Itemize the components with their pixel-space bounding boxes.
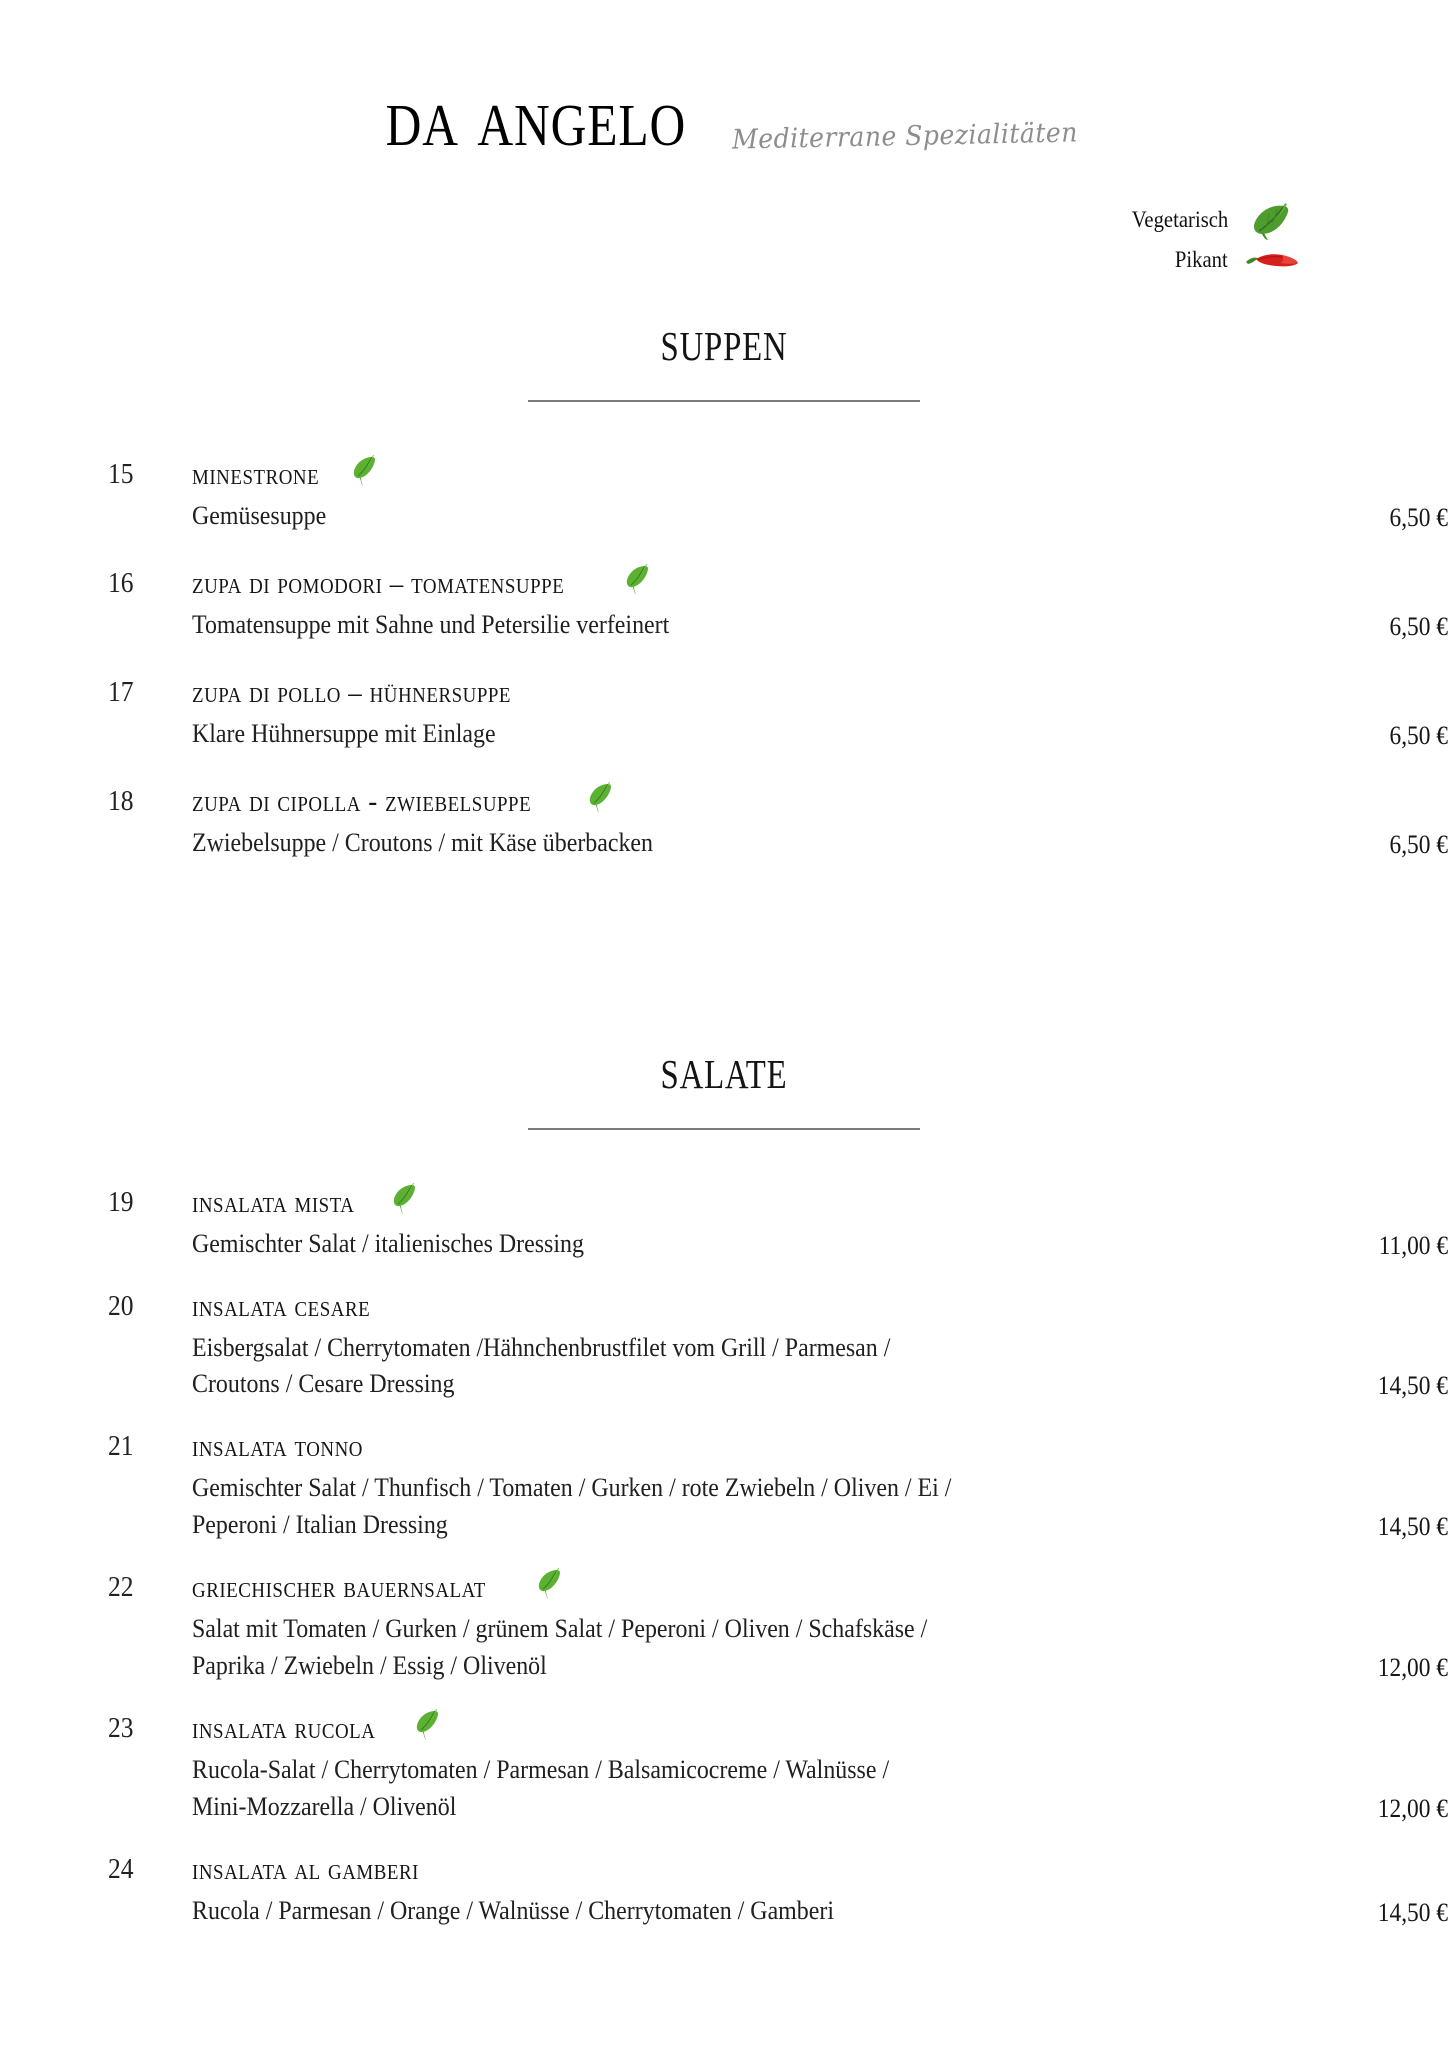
item-title: zupa di pollo – hühnersuppe <box>192 675 512 709</box>
menu-item[interactable] <box>0 458 1448 535</box>
leaf-icon <box>410 1706 444 1740</box>
legend-item-pikant <box>1121 240 1300 280</box>
item-description: Gemischter Salat / Thunfisch / Tomaten / Gurken / rote Zwiebeln / Oliven / Ei / <box>192 1473 952 1503</box>
menu-item[interactable] <box>0 1712 1448 1826</box>
item-number: 21 <box>108 1430 134 1463</box>
leaf-icon <box>1238 200 1300 240</box>
item-title: insalata rucola <box>192 1711 376 1745</box>
section-divider <box>528 1128 920 1130</box>
item-description: Salat mit Tomaten / Gurken / grünem Salat / Peperoni / Oliven / Schafskäse / <box>192 1614 928 1644</box>
legend <box>1121 200 1300 280</box>
item-number: 20 <box>108 1289 134 1322</box>
brand-subtitle: Mediterrane Spezialitäten <box>731 117 1079 156</box>
legend-item-vegetarisch <box>1121 200 1300 240</box>
section-suppen <box>0 308 1448 862</box>
item-title: zupa di cipolla - zwiebelsuppe <box>192 784 532 818</box>
item-description: Peperoni / Italian Dressing <box>192 1510 448 1540</box>
item-description: Eisbergsalat / Cherrytomaten /Hähnchenbrustfilet vom Grill / Parmesan / <box>192 1332 891 1362</box>
leaf-icon <box>347 452 381 486</box>
item-number: 23 <box>108 1711 134 1744</box>
item-number: 19 <box>108 1185 134 1218</box>
item-price: 6,50 € <box>1389 611 1448 641</box>
brand-title: da angelo <box>385 71 687 164</box>
item-price: 6,50 € <box>1389 502 1448 532</box>
item-title: insalata al gamberi <box>192 1852 419 1886</box>
item-description: Rucola / Parmesan / Orange / Walnüsse / Cherrytomaten / Gamberi <box>192 1895 834 1925</box>
item-price: 12,00 € <box>1377 1652 1448 1682</box>
menu-item[interactable] <box>0 1571 1448 1685</box>
legend-label-pikant: Pikant <box>1175 247 1228 272</box>
item-description: Tomatensuppe mit Sahne und Petersilie verfeinert <box>192 609 670 639</box>
item-title: minestrone <box>192 458 320 491</box>
brand-logo <box>0 71 1448 164</box>
legend-label-vegetarisch: Vegetarisch <box>1131 207 1228 232</box>
menu-items-suppen <box>0 458 1448 862</box>
item-title: zupa di pomodori – tomatensuppe <box>192 566 565 600</box>
item-description: Gemischter Salat / italienisches Dressing <box>192 1228 584 1258</box>
menu-item[interactable] <box>0 785 1448 862</box>
item-price: 6,50 € <box>1389 829 1448 859</box>
item-number: 16 <box>108 566 134 599</box>
item-description: Paprika / Zwiebeln / Essig / Olivenöl <box>192 1651 547 1681</box>
item-number: 18 <box>108 784 134 817</box>
item-price: 14,50 € <box>1377 1512 1448 1542</box>
menu-item[interactable] <box>0 676 1448 753</box>
item-price: 11,00 € <box>1378 1230 1448 1260</box>
menu-item[interactable] <box>0 1290 1448 1404</box>
item-description: Mini-Mozzarella / Olivenöl <box>192 1791 457 1821</box>
leaf-icon <box>532 1565 566 1599</box>
item-title: insalata mista <box>192 1185 355 1219</box>
item-description: Gemüsesuppe <box>192 501 327 530</box>
menu-item[interactable] <box>0 567 1448 644</box>
item-title: insalata cesare <box>192 1289 371 1323</box>
item-number: 15 <box>108 458 134 490</box>
item-description: Klare Hühnersuppe mit Einlage <box>192 718 496 748</box>
item-description: Zwiebelsuppe / Croutons / mit Käse überbacken <box>192 827 654 857</box>
section-heading-suppen: suppen <box>660 308 788 373</box>
leaf-icon <box>583 779 617 813</box>
item-description: Croutons / Cesare Dressing <box>192 1369 455 1399</box>
item-price: 6,50 € <box>1389 720 1448 750</box>
item-price: 12,00 € <box>1377 1793 1448 1823</box>
chili-icon <box>1238 240 1300 280</box>
item-number: 24 <box>108 1852 134 1885</box>
item-description: Rucola-Salat / Cherrytomaten / Parmesan / Balsamicocreme / Walnüsse / <box>192 1754 890 1784</box>
item-title: griechischer bauernsalat <box>192 1571 486 1605</box>
leaf-icon <box>620 561 654 595</box>
item-price: 14,50 € <box>1377 1897 1448 1927</box>
menu-item[interactable] <box>0 1853 1448 1930</box>
menu-item[interactable] <box>0 1430 1448 1544</box>
menu-items-salate <box>0 1186 1448 1930</box>
section-salate <box>0 1035 1448 1930</box>
item-title: insalata tonno <box>192 1430 363 1464</box>
item-price: 14,50 € <box>1377 1371 1448 1401</box>
item-number: 22 <box>108 1571 134 1604</box>
item-number: 17 <box>108 675 134 708</box>
section-divider <box>528 400 920 402</box>
leaf-icon <box>387 1180 421 1214</box>
menu-header <box>0 0 1448 300</box>
menu-item[interactable] <box>0 1186 1448 1263</box>
section-heading-salate: salate <box>660 1035 788 1101</box>
